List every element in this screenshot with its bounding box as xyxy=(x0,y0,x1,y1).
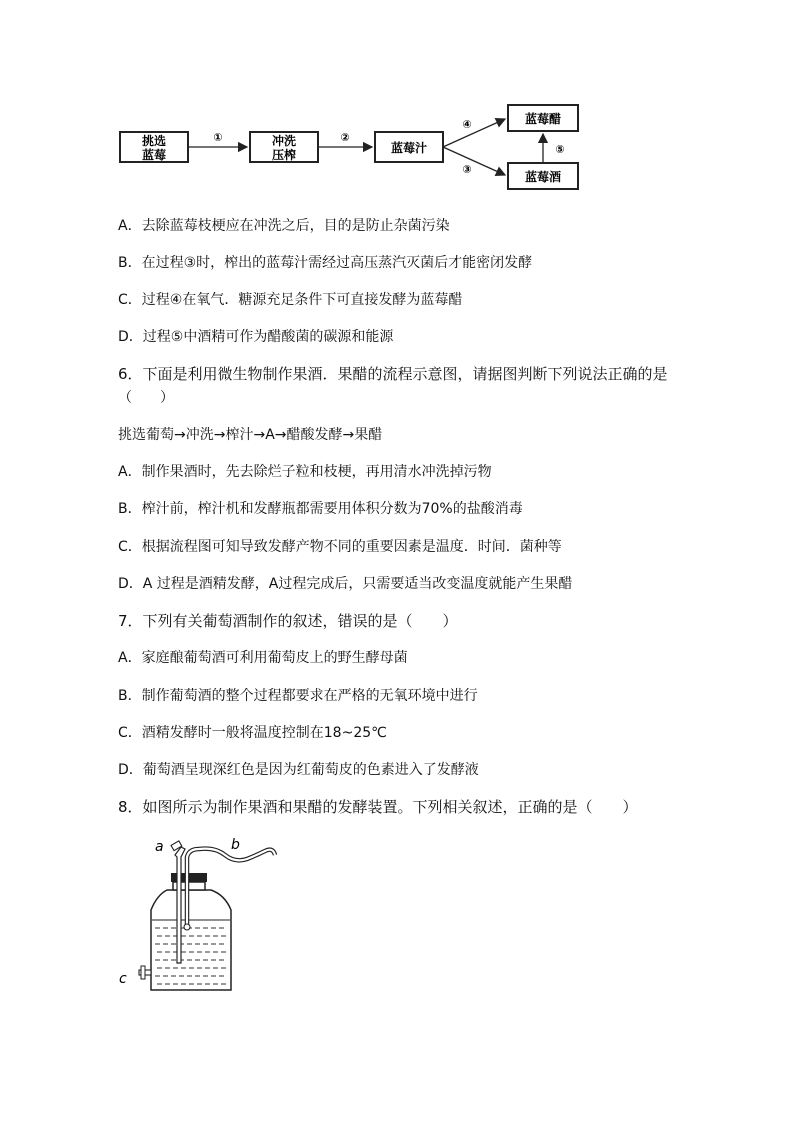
sample-outlet-valve xyxy=(141,966,145,979)
flow-label-3: ③ xyxy=(462,163,472,176)
q6-stem: 6．下面是利用微生物制作果酒．果醋的流程示意图，请据图判断下列说法正确的是 xyxy=(118,365,668,383)
flow-vinegar-label: 蓝莓醋 xyxy=(524,112,562,126)
fermentation-apparatus-diagram xyxy=(115,835,285,995)
q5-option-b: B．在过程③时，榨出的蓝莓汁需经过高压蒸汽灭菌后才能密闭发酵 xyxy=(118,255,533,271)
flow-wash-line1: 冲洗 xyxy=(271,134,297,148)
flow-label-1: ① xyxy=(213,131,223,144)
q6-option-a: A．制作果酒时，先去除烂子粒和枝梗，再用清水冲洗掉污物 xyxy=(118,464,492,480)
label-a: a xyxy=(155,839,164,855)
q6-option-d: D．A 过程是酒精发酵，A过程完成后，只需要适当改变温度就能产生果醋 xyxy=(118,576,573,592)
label-b: b xyxy=(231,837,240,853)
flow-wash-line2: 压榨 xyxy=(271,148,297,162)
q6-option-b: B．榨汁前，榨汁机和发酵瓶都需要用体积分数为70%的盐酸消毒 xyxy=(118,501,523,517)
q6-paren: （ ） xyxy=(118,390,174,406)
label-c: c xyxy=(119,971,127,987)
blueberry-flow-diagram xyxy=(110,95,600,205)
flow-select-line2: 蓝莓 xyxy=(141,148,167,162)
flow-label-2: ② xyxy=(340,131,350,144)
q6-flow: 挑选葡萄→冲洗→榨汁→A→醋酸发酵→果醋 xyxy=(118,427,383,443)
flow-wine-label: 蓝莓酒 xyxy=(524,170,562,184)
q8-stem: 8．如图所示为制作果酒和果醋的发酵装置。下列相关叙述，正确的是（ ） xyxy=(118,798,638,816)
flow-arrow-3 xyxy=(443,147,505,175)
q7-option-b: B．制作葡萄酒的整个过程都要求在严格的无氧环境中进行 xyxy=(118,688,478,704)
flow-juice-label: 蓝莓汁 xyxy=(390,141,428,155)
q7-option-d: D．葡萄酒呈现深红色是因为红葡萄皮的色素进入了发酵液 xyxy=(118,762,479,778)
flow-select-line1: 挑选 xyxy=(141,134,167,148)
flow-arrow-4 xyxy=(443,119,505,147)
q5-option-d: D．过程⑤中酒精可作为醋酸菌的碳源和能源 xyxy=(118,329,394,345)
flow-label-4: ④ xyxy=(462,118,472,131)
q5-option-c: C．过程④在氧气．糖源充足条件下可直接发酵为蓝莓醋 xyxy=(118,292,463,308)
q5-option-a: A．去除蓝莓枝梗应在冲洗之后，目的是防止杂菌污染 xyxy=(118,218,450,234)
q6-option-c: C．根据流程图可知导致发酵产物不同的重要因素是温度．时间．菌种等 xyxy=(118,539,562,555)
q7-option-a: A．家庭酿葡萄酒可利用葡萄皮上的野生酵母菌 xyxy=(118,650,408,666)
flow-label-5: ⑤ xyxy=(555,143,565,156)
q7-option-c: C．酒精发酵时一般将温度控制在18~25℃ xyxy=(118,725,387,741)
q7-stem: 7．下列有关葡萄酒制作的叙述，错误的是（ ） xyxy=(118,612,458,630)
outlet-tube-end xyxy=(184,924,190,930)
bottle-body xyxy=(151,890,231,990)
